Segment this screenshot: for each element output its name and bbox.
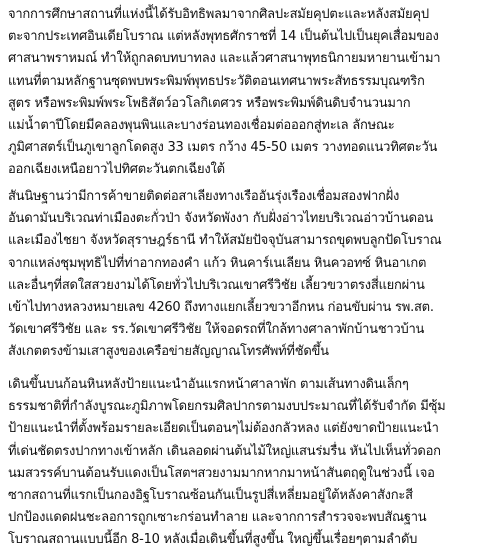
text-line: และเมืองไชยา จังหวัดสุราษฎร์ธานี ทำให้สมัยปัจจุบันสามารถขุดพบลูกปัดโบราณ	[8, 233, 442, 249]
text-line: สังเกตตรงข้ามเสาสูงของเครือข่ายสัญญาณโทรศัพท์ที่ชัดขึ้น	[8, 344, 329, 360]
paragraph-walking-trail	[8, 374, 484, 552]
text-line: อันดามันบริเวณท่าเมืองตะกั่วป่า จังหวัดพังงา กับฝั่งอ่าวไทยบริเวณอ่าวบ้านดอน	[8, 211, 433, 227]
text-line: ภูมิศาสตร์เป็นภูเขาลูกโดดสูง 33 เมตร กว้าง 45-50 เมตร วางทอดแนวทิศตะวัน	[8, 140, 438, 156]
text-line: และอื่นๆที่สดใสสวยงามได้โดยทั่วไปบริเวณเขาศรีวิชัย เลี้ยวขวาตรงสี่แยกผ่าน	[8, 277, 425, 293]
text-line: เข้าไปทางหลวงหมายเลข 4260 ถึงทางแยกเลี้ยวขวาอีกหน ก่อนขับผ่าน รพ.สต.	[8, 299, 434, 315]
text-line: ตะจากประเทศอินเดียโบราณ แต่หลังพุทธศักราชที่ 14 เป็นต้นไปเป็นยุคเสื่อมของ	[8, 29, 439, 45]
text-line: ที่เด่นชัดตรงปากทางเข้าหลัก เดินลอดผ่านต้นไม้ใหญ่แสนร่มรื่น หันไปเห็นทั่วดอก	[8, 443, 441, 459]
text-line: ออกเฉียงเหนือยาวไปทิศตะวันตกเฉียงใต้	[8, 162, 225, 178]
text-line: ปกป้องแดดฝนชะลอการถูกเซาะกร่อนทำลาย และจากการสำรวจจะพบสัณฐาน	[8, 510, 427, 526]
text-line: โบราณสถานแบบนี้อีก 8-10 หลังเมื่อเดินขึ้นที่สูงขึ้น ใหญ่ขึ้นเรื่อยๆตามลำดับ	[8, 532, 418, 548]
text-line: สูตร หรือพระพิมพ์พระโพธิสัตว์อวโลกิเตศวร หรือพระพิมพ์ดินดิบจำนวนมาก	[8, 95, 411, 111]
text-line: นมสวรรค์บานต้อนรับแดงเป็นโสตฯสวยงามมากหากมาหน้าสันตฤดูในช่วงนี้ เจอ	[8, 465, 435, 481]
text-line: วัดเขาศรีวิชัย และ รร.วัดเขาศรีวิชัย ให้จอดรถที่ใกล้ทางศาลาพักบ้านชาวบ้าน	[8, 322, 425, 338]
text-line: ธรรมชาติที่กำลังบูรณะภูมิภาพโดยกรมศิลปากรตามงบประมาณที่ได้รับจำกัด มีซุ้ม	[8, 399, 446, 415]
text-line: จากแหล่งชุมพุทธิไปที่ท่าอากทองคำ แก้ว หินคาร์เนเลียน หินควอทซ์ หินอาเกต	[8, 255, 427, 271]
paragraph-trade-and-directions	[8, 186, 484, 364]
text-line: ซากสถานที่แรกเป็นกองอิฐโบราณซ้อนกันเป็นรูปสี่เหลี่ยมอยู่ใต้หลังคาสังกะสี	[8, 487, 413, 503]
text-line: แทนที่ตามหลักฐานซุดพบพระพิมพ์พุทธประวัติตอนเทศนาพระสัทธรรมบุณฑริก	[8, 73, 425, 89]
text-line: ป้ายแนะนำที่ตั้งพร้อมรายละเอียดเป็นตอนๆไม่ต้องกลัวหลง แต่ยังขาดป้ายแนะนำ	[8, 421, 439, 437]
text-line: สันนิษฐานว่ามีการค้าขายติดต่อสาเลียงทางเรืออันรุ่งเรืองเชื่อมสองฟากฝั่ง	[8, 189, 400, 204]
paragraph-history	[8, 4, 484, 182]
text-line: แม่น้ำตาปีโดยมีคลองพุนพินและบางร่อนทองเชื่อมต่อออกสู่ทะเล ลักษณะ	[8, 117, 395, 133]
text-line: ศาสนาพราหมณ์ ทำให้ถูกลดบทบาทลง และแล้วศาสนาพุทธนิกายมหายานเข้ามา	[8, 51, 441, 67]
text-line: จากการศึกษาสถานที่แห่งนี้ได้รับอิทธิพลมาจากศิลปะสมัยคุปตะและหลังสมัยคุป	[8, 7, 429, 22]
text-line: เดินขึ้นบนก้อนหินหลังป้ายแนะนำอันแรกหน้าศาลาพัก ตามเส้นทางดินเล็กๆ	[8, 377, 409, 392]
